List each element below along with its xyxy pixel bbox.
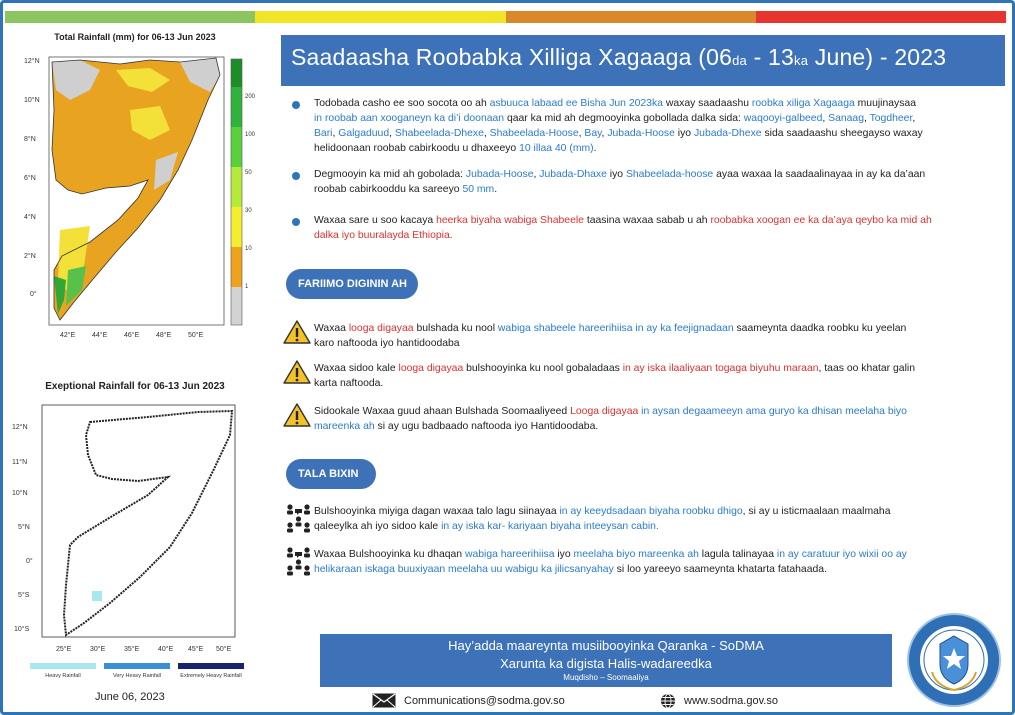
email-link[interactable]: Communications@sodma.gov.so	[404, 694, 565, 707]
color-bar-orange	[506, 11, 756, 23]
map2-legend	[30, 663, 244, 679]
map1-title: Total Rainfall (mm) for 06-13 Jun 2023	[54, 32, 216, 42]
globe-icon	[660, 693, 676, 709]
section-warnings-header: FARIIMO DIGININ AH	[286, 269, 418, 299]
warning-message-2: Waxaa sidoo kale looga digayaa bulshooyinka ku nool gobaladaas in ay iska ilaaliyaan togaga biyuhu maraan, taas oo khatar galin karta naftooda.	[314, 363, 915, 390]
color-bar-green	[5, 11, 255, 23]
map2-title: Exeptional Rainfall for 06-13 Jun 2023	[45, 381, 225, 392]
map2-lat-label: 11°N	[12, 459, 28, 466]
map2-lat-label: 5°N	[18, 524, 30, 531]
contact-web[interactable]	[660, 693, 778, 709]
legend-extremely-heavy-label: Extremely Heavy Rainfall	[180, 673, 242, 679]
agency-footer	[320, 634, 892, 687]
community-icon	[285, 546, 312, 576]
agency-location: Muqdisho – Soomaaliya	[563, 673, 649, 682]
sodma-seal-logo	[906, 612, 1002, 708]
advice-message-1: Bulshooyinka miyiga dagan waxaa talo lagu siinayaa in ay keeydsadaan biyaha roobku dhigo, si ay u isticmaalaan maalmaha qaleeylka ah iyo sidoo kale in ay iska kar- kariyaan biyaha inteeysan cabin.	[314, 506, 891, 533]
map2-lat-label: 10°S	[14, 626, 30, 633]
map1-lat-label: 0°	[30, 291, 37, 298]
map1-lat-label: 8°N	[24, 136, 36, 143]
map2-lat-label: 12°N	[12, 424, 28, 431]
legend-heavy-label: Heavy Rainfall	[45, 673, 81, 679]
envelope-icon	[372, 693, 396, 708]
map2-lon-label: 30°E	[90, 646, 106, 653]
community-icon	[285, 503, 312, 533]
map1-lat-label: 2°N	[24, 253, 36, 260]
map1-lat-label: 12°N	[24, 58, 40, 65]
map1-lon-label: 46°E	[124, 332, 140, 339]
map2-lat-label: 10°N	[12, 490, 28, 497]
total-rainfall-map	[20, 30, 270, 350]
map1-lon-label: 48°E	[156, 332, 172, 339]
forecast-paragraph-1: Todobada casho ee soo socota oo ah asbuuca labaad ee Bisha Jun 2023ka waxay saadaashu roobka xiliga Xagaaga muujinaysaa in roobab aan xooganeyn ka di’i doonaan qaar ka mid ah degmooyinka gobollada dalka sida: waqooyi-galbeed, Sanaag, Togdheer, Bari, Galgaduud, Shabeelada-Dhexe, Shabeelada-Hoose, Bay, Jubada-Hoose iyo Jubada-Dhexe sida saadaashu sheegayso waxay helidoonaan roobab cabirkoodu u dhaxeeyo 10 illaa 40 (mm).	[314, 98, 923, 155]
map2-lat-label: 5°S	[18, 592, 30, 599]
map2-lon-label: 45°E	[188, 646, 204, 653]
map2-lon-label: 25°E	[56, 646, 72, 653]
warning-message-3: Sidookale Waxaa guud ahaan Bulshada Soomaaliyeed Looga digayaa in aysan degaameeyn ama guryo ka dhisan meelaha biyo mareenka ah si ay ugu badbaado naftooda iyo Hantidoodaba.	[314, 406, 907, 433]
color-bar-yellow	[255, 11, 505, 23]
legend-heavy	[30, 663, 96, 679]
legend-very-heavy-label: Very Heavy Rainfall	[113, 673, 161, 679]
bullet-icon	[292, 101, 300, 109]
warning-icon	[283, 359, 311, 385]
map1-lat-label: 4°N	[24, 214, 36, 221]
map2-lon-label: 50°E	[216, 646, 232, 653]
map1-legend-200: 200	[245, 94, 256, 100]
map2-lon-label: 35°E	[124, 646, 140, 653]
website-link[interactable]: www.sodma.gov.so	[684, 695, 778, 707]
map2-lon-label: 40°E	[158, 646, 174, 653]
warning-icon	[283, 402, 311, 428]
map1-lon-label: 50°E	[188, 332, 204, 339]
warning-message-1: Waxaa looga digayaa bulshada ku nool wabiga shabeele hareerihiisa in ay ka feejignadaan saameynta daadka roobku ku yeelan karo naftooda iyo hantidoodaba	[314, 323, 907, 350]
agency-name: Hay’adda maareynta musiibooyinka Qaranka - SoDMA	[448, 638, 764, 653]
map1-lon-label: 44°E	[92, 332, 108, 339]
bullet-icon	[292, 172, 300, 180]
page-title: Saadaasha Roobabka Xilliga Xagaaga (06da - 13ka June) - 2023	[281, 35, 1005, 86]
forecast-paragraph-3: Waxaa sare u soo kacaya heerka biyaha wabiga Shabeele taasina waxaa sabab u ah roobabka xoogan ee ka da’aya qeybo ka mid ah dalka iyo buuralayda Ethiopia.	[314, 215, 932, 242]
advice-message-2: Waxaa Bulshooyinka ku dhaqan wabiga hareerihiisa iyo meelaha biyo mareenka ah lagula talinayaa in ay caratuur iyo wixii oo ay helikaraan iskaga buuxiyaan meelaha uu wabigu ka jilicsanyahay si loo yareeyo saameynta khatarta fatahaada.	[314, 549, 907, 576]
map1-lon-label: 42°E	[60, 332, 76, 339]
map1-legend-100: 100	[245, 132, 256, 138]
legend-extremely-heavy	[178, 663, 244, 679]
map1-lat-label: 10°N	[24, 97, 40, 104]
issue-date: June 06, 2023	[95, 691, 165, 703]
map2-figure	[8, 395, 270, 685]
map1-lat-label: 6°N	[24, 175, 36, 182]
forecast-paragraph-2: Degmooyin ka mid ah gobolada: Jubada-Hoose, Jubada-Dhaxe iyo Shabeelada-hoose ayaa waxaa la saadaalinayaa in ay ka da’aan roobab cabirkooddu ka sareeyo 50 mm.	[314, 169, 926, 196]
legend-very-heavy	[104, 663, 170, 679]
map1-figure	[20, 30, 270, 350]
map2-lat-label: 0°	[26, 558, 33, 565]
map1-legend-10: 10	[245, 246, 252, 252]
color-bar-red	[756, 11, 1006, 23]
agency-unit: Xarunta ka digista Halis-wadareedka	[500, 656, 712, 671]
warning-icon	[283, 319, 311, 345]
contact-email[interactable]	[372, 693, 565, 708]
color-bar	[5, 11, 1006, 23]
map1-legend-50: 50	[245, 170, 252, 176]
section-advice-header: TALA BIXIN	[286, 459, 376, 489]
map1-legend-1: 1	[245, 284, 249, 290]
map1-legend-30: 30	[245, 208, 252, 214]
bullet-icon	[292, 218, 300, 226]
exceptional-rainfall-map	[8, 395, 270, 685]
